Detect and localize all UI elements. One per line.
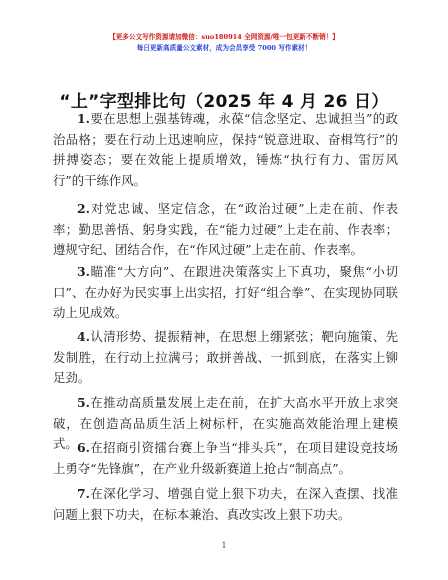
paragraph-text: 认清形势、提振精神，在思想上绷紧弦；靶向施策、先发制胜，在行动上拉满弓；敢拼善战、一抓到底，在落实上铆足劲。: [53, 329, 398, 385]
paragraph-text: 在招商引资擂台赛上争当“排头兵”，在项目建设竞技场上勇夺“先锋旗”，在产业升级新赛道上抢占“制高点”。: [53, 440, 398, 476]
document-title: “上”字型排比句（2025 年 4 月 26 日）: [59, 92, 389, 112]
paragraph-3: [53, 262, 398, 324]
paragraph-6: [53, 438, 398, 479]
paragraph-number: 6.: [77, 440, 90, 455]
promo-banner-line-2: 每日更新高质量公文素材，成为会员享受 7000 写作素材！: [136, 44, 312, 52]
page-number: 1: [221, 541, 227, 550]
promo-banner-line-1: 【更多公文写作资源请加微信：suo180914 全网资源/唯一包更新不断销！】: [109, 33, 339, 41]
paragraph-text: 瞄准“大方向”、在跟进决策落实上下真功，聚焦“小切口”、在办好为民实事上出实招，打好“组合拳”、在实现协同联动上见成效。: [53, 264, 398, 320]
paragraph-number: 3.: [77, 264, 90, 279]
paragraph-2: [53, 199, 398, 261]
paragraph-number: 2.: [77, 201, 90, 216]
paragraph-4: [53, 327, 398, 389]
paragraph-7: [53, 484, 398, 525]
paragraph-text: 要在思想上强基铸魂，永葆“信念坚定、忠诚担当”的政治品格；要在行动上迅速响应，保持“锐意进取、奋楫笃行”的拼搏姿态；要在效能上提质增效，锤炼“执行有力、雷厉风行”的干练作风。: [53, 111, 398, 188]
paragraph-number: 5.: [77, 395, 90, 410]
paragraph-text: 对党忠诚、坚定信念，在“政治过硬”上走在前、作表率；勤思善悟、躬身实践，在“能力过硬”上走在前、作表率；遵规守纪、团结合作，在“作风过硬”上走在前、作表率。: [53, 201, 398, 257]
paragraph-1: [53, 109, 398, 191]
paragraph-text: 在推动高质量发展上走在前，在扩大高水平开放上求突破，在创造高品质生活上树标杆，在实施高效能治理上建模式。: [53, 395, 398, 451]
paragraph-number: 1.: [77, 111, 90, 126]
paragraph-number: 7.: [77, 486, 90, 501]
paragraph-number: 4.: [77, 329, 90, 344]
paragraph-text: 在深化学习、增强自觉上狠下功夫，在深入查摆、找准问题上狠下功夫，在标本兼治、真改实改上狠下功夫。: [53, 486, 398, 522]
